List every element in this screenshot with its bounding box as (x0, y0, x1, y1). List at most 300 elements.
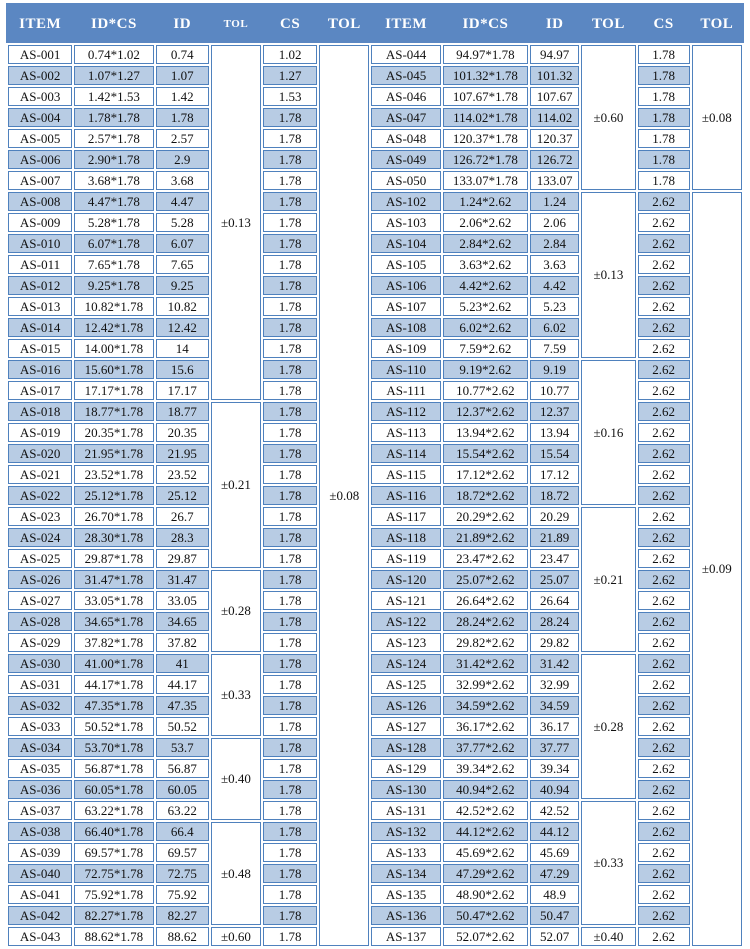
id-cell: 9.19 (530, 360, 579, 379)
id-tol-cell: ±0.21 (211, 402, 261, 568)
cs-cell: 2.62 (638, 423, 690, 442)
cs-cell: 1.78 (263, 192, 317, 211)
idcs-cell: 34.59*2.62 (443, 696, 528, 715)
table-row (8, 360, 742, 379)
idcs-cell: 39.34*2.62 (443, 759, 528, 778)
idcs-cell: 1.78*1.78 (74, 108, 153, 127)
idcs-cell: 42.52*2.62 (443, 801, 528, 820)
cs-tol-cell: ±0.08 (692, 45, 742, 190)
cs-cell: 1.78 (263, 654, 317, 673)
idcs-cell: 17.12*2.62 (443, 465, 528, 484)
cs-cell: 1.78 (263, 591, 317, 610)
id-cell: 10.82 (156, 297, 209, 316)
cs-cell: 2.62 (638, 339, 690, 358)
item-cell: AS-033 (8, 717, 72, 736)
table-row (8, 507, 742, 526)
idcs-cell: 33.05*1.78 (74, 591, 153, 610)
id-cell: 42.52 (530, 801, 579, 820)
cs-cell: 2.62 (638, 843, 690, 862)
idcs-cell: 82.27*1.78 (74, 906, 153, 925)
idcs-cell: 1.42*1.53 (74, 87, 153, 106)
idcs-cell: 66.40*1.78 (74, 822, 153, 841)
cs-cell: 1.78 (263, 885, 317, 904)
item-cell: AS-136 (371, 906, 440, 925)
header-row (8, 5, 742, 43)
idcs-cell: 34.65*1.78 (74, 612, 153, 631)
cs-cell: 2.62 (638, 906, 690, 925)
item-cell: AS-012 (8, 276, 72, 295)
id-cell: 31.42 (530, 654, 579, 673)
id-tol-cell: ±0.21 (581, 507, 635, 652)
id-cell: 26.64 (530, 591, 579, 610)
cs-cell: 2.62 (638, 297, 690, 316)
cs-cell: 1.78 (263, 444, 317, 463)
id-cell: 60.05 (156, 780, 209, 799)
idcs-cell: 5.23*2.62 (443, 297, 528, 316)
cs-cell: 1.78 (263, 339, 317, 358)
item-cell: AS-015 (8, 339, 72, 358)
item-cell: AS-016 (8, 360, 72, 379)
id-cell: 2.57 (156, 129, 209, 148)
idcs-cell: 6.02*2.62 (443, 318, 528, 337)
item-cell: AS-047 (371, 108, 440, 127)
cs-cell: 1.78 (263, 528, 317, 547)
item-cell: AS-125 (371, 675, 440, 694)
idcs-cell: 41.00*1.78 (74, 654, 153, 673)
id-cell: 44.12 (530, 822, 579, 841)
item-cell: AS-137 (371, 927, 440, 946)
id-cell: 15.6 (156, 360, 209, 379)
cs-cell: 1.78 (263, 738, 317, 757)
idcs-cell: 21.95*1.78 (74, 444, 153, 463)
cs-cell: 1.78 (263, 675, 317, 694)
item-cell: AS-124 (371, 654, 440, 673)
idcs-cell: 44.12*2.62 (443, 822, 528, 841)
cs-cell: 2.62 (638, 780, 690, 799)
table-row (8, 45, 742, 64)
id-cell: 63.22 (156, 801, 209, 820)
idcs-cell: 60.05*1.78 (74, 780, 153, 799)
id-cell: 12.37 (530, 402, 579, 421)
item-cell: AS-048 (371, 129, 440, 148)
id-cell: 133.07 (530, 171, 579, 190)
item-cell: AS-045 (371, 66, 440, 85)
idcs-cell: 26.64*2.62 (443, 591, 528, 610)
cs-cell: 2.62 (638, 276, 690, 295)
cs-cell: 1.78 (638, 150, 690, 169)
idcs-cell: 20.35*1.78 (74, 423, 153, 442)
header-cell-tol-9: TOL (581, 5, 635, 43)
id-cell: 31.47 (156, 570, 209, 589)
header-cell-id-8: ID (530, 5, 579, 43)
cs-cell: 2.62 (638, 318, 690, 337)
item-cell: AS-022 (8, 486, 72, 505)
cs-cell: 1.78 (638, 108, 690, 127)
id-cell: 126.72 (530, 150, 579, 169)
id-cell: 50.52 (156, 717, 209, 736)
id-tol-cell: ±0.16 (581, 360, 635, 505)
cs-cell: 2.62 (638, 927, 690, 946)
id-cell: 1.42 (156, 87, 209, 106)
cs-tol-cell: ±0.09 (692, 192, 742, 946)
cs-cell: 1.78 (638, 171, 690, 190)
cs-cell: 1.78 (263, 822, 317, 841)
table-body (8, 45, 742, 946)
cs-cell: 1.78 (263, 234, 317, 253)
item-cell: AS-115 (371, 465, 440, 484)
id-cell: 94.97 (530, 45, 579, 64)
id-cell: 44.17 (156, 675, 209, 694)
item-cell: AS-105 (371, 255, 440, 274)
item-cell: AS-032 (8, 696, 72, 715)
item-cell: AS-024 (8, 528, 72, 547)
cs-cell: 1.78 (263, 549, 317, 568)
id-cell: 66.4 (156, 822, 209, 841)
cs-cell: 1.78 (263, 633, 317, 652)
id-cell: 82.27 (156, 906, 209, 925)
item-cell: AS-046 (371, 87, 440, 106)
item-cell: AS-132 (371, 822, 440, 841)
idcs-cell: 26.70*1.78 (74, 507, 153, 526)
item-cell: AS-135 (371, 885, 440, 904)
item-cell: AS-044 (371, 45, 440, 64)
id-cell: 2.9 (156, 150, 209, 169)
item-cell: AS-126 (371, 696, 440, 715)
cs-cell: 1.78 (263, 360, 317, 379)
idcs-cell: 2.57*1.78 (74, 129, 153, 148)
item-cell: AS-121 (371, 591, 440, 610)
header-cell-cs-10: CS (638, 5, 690, 43)
cs-cell: 2.62 (638, 507, 690, 526)
idcs-cell: 18.72*2.62 (443, 486, 528, 505)
id-tol-cell: ±0.33 (211, 654, 261, 736)
header-cell-idcs-1: ID*CS (74, 5, 153, 43)
idcs-cell: 29.87*1.78 (74, 549, 153, 568)
idcs-cell: 75.92*1.78 (74, 885, 153, 904)
idcs-cell: 50.52*1.78 (74, 717, 153, 736)
cs-cell: 1.78 (263, 255, 317, 274)
idcs-cell: 133.07*1.78 (443, 171, 528, 190)
id-cell: 69.57 (156, 843, 209, 862)
cs-cell: 1.78 (263, 570, 317, 589)
id-cell: 18.77 (156, 402, 209, 421)
idcs-cell: 1.24*2.62 (443, 192, 528, 211)
id-tol-cell: ±0.28 (581, 654, 635, 799)
header-cell-tol-11: TOL (692, 5, 742, 43)
id-cell: 37.82 (156, 633, 209, 652)
idcs-cell: 32.99*2.62 (443, 675, 528, 694)
item-cell: AS-116 (371, 486, 440, 505)
idcs-cell: 6.07*1.78 (74, 234, 153, 253)
item-cell: AS-118 (371, 528, 440, 547)
cs-cell: 1.78 (263, 759, 317, 778)
id-cell: 4.47 (156, 192, 209, 211)
item-cell: AS-102 (371, 192, 440, 211)
cs-cell: 1.78 (263, 213, 317, 232)
id-cell: 17.12 (530, 465, 579, 484)
idcs-cell: 4.47*1.78 (74, 192, 153, 211)
cs-cell: 2.62 (638, 465, 690, 484)
idcs-cell: 13.94*2.62 (443, 423, 528, 442)
id-cell: 10.77 (530, 381, 579, 400)
idcs-cell: 15.60*1.78 (74, 360, 153, 379)
cs-cell: 2.62 (638, 864, 690, 883)
idcs-cell: 53.70*1.78 (74, 738, 153, 757)
item-cell: AS-134 (371, 864, 440, 883)
item-cell: AS-038 (8, 822, 72, 841)
item-cell: AS-133 (371, 843, 440, 862)
idcs-cell: 31.42*2.62 (443, 654, 528, 673)
cs-cell: 2.62 (638, 822, 690, 841)
item-cell: AS-007 (8, 171, 72, 190)
cs-cell: 1.78 (263, 486, 317, 505)
cs-cell: 2.62 (638, 486, 690, 505)
item-cell: AS-013 (8, 297, 72, 316)
item-cell: AS-114 (371, 444, 440, 463)
idcs-cell: 28.24*2.62 (443, 612, 528, 631)
cs-cell: 2.62 (638, 633, 690, 652)
cs-cell: 1.78 (638, 45, 690, 64)
id-cell: 25.07 (530, 570, 579, 589)
header-cell-tol-3: TOL (211, 5, 261, 43)
idcs-cell: 23.52*1.78 (74, 465, 153, 484)
cs-cell: 2.62 (638, 801, 690, 820)
item-cell: AS-108 (371, 318, 440, 337)
id-cell: 1.78 (156, 108, 209, 127)
id-cell: 50.47 (530, 906, 579, 925)
id-cell: 21.95 (156, 444, 209, 463)
id-cell: 17.17 (156, 381, 209, 400)
item-cell: AS-021 (8, 465, 72, 484)
idcs-cell: 47.35*1.78 (74, 696, 153, 715)
id-cell: 1.07 (156, 66, 209, 85)
cs-cell: 1.78 (263, 423, 317, 442)
id-cell: 36.17 (530, 717, 579, 736)
id-cell: 28.3 (156, 528, 209, 547)
idcs-cell: 50.47*2.62 (443, 906, 528, 925)
item-cell: AS-119 (371, 549, 440, 568)
id-cell: 7.65 (156, 255, 209, 274)
id-cell: 39.34 (530, 759, 579, 778)
item-cell: AS-029 (8, 633, 72, 652)
cs-cell: 1.78 (638, 129, 690, 148)
id-cell: 32.99 (530, 675, 579, 694)
id-cell: 40.94 (530, 780, 579, 799)
item-cell: AS-110 (371, 360, 440, 379)
cs-cell: 1.78 (263, 276, 317, 295)
id-cell: 41 (156, 654, 209, 673)
header-cell-tol-5: TOL (319, 5, 369, 43)
item-cell: AS-050 (371, 171, 440, 190)
cs-cell: 2.62 (638, 612, 690, 631)
id-cell: 3.63 (530, 255, 579, 274)
item-cell: AS-104 (371, 234, 440, 253)
item-cell: AS-039 (8, 843, 72, 862)
item-cell: AS-035 (8, 759, 72, 778)
id-tol-cell: ±0.13 (211, 45, 261, 400)
id-cell: 3.68 (156, 171, 209, 190)
cs-tol-cell: ±0.08 (319, 45, 369, 946)
item-cell: AS-111 (371, 381, 440, 400)
item-cell: AS-042 (8, 906, 72, 925)
id-tol-cell: ±0.13 (581, 192, 635, 358)
id-cell: 2.84 (530, 234, 579, 253)
header-cell-cs-4: CS (263, 5, 317, 43)
id-tol-cell: ±0.40 (211, 738, 261, 820)
header-cell-item-0: ITEM (8, 5, 72, 43)
id-cell: 23.52 (156, 465, 209, 484)
id-cell: 21.89 (530, 528, 579, 547)
cs-cell: 1.78 (638, 66, 690, 85)
idcs-cell: 17.17*1.78 (74, 381, 153, 400)
idcs-cell: 37.77*2.62 (443, 738, 528, 757)
idcs-cell: 120.37*1.78 (443, 129, 528, 148)
item-cell: AS-005 (8, 129, 72, 148)
item-cell: AS-008 (8, 192, 72, 211)
idcs-cell: 2.90*1.78 (74, 150, 153, 169)
idcs-cell: 25.12*1.78 (74, 486, 153, 505)
id-tol-cell: ±0.48 (211, 822, 261, 925)
item-cell: AS-128 (371, 738, 440, 757)
id-cell: 15.54 (530, 444, 579, 463)
id-cell: 45.69 (530, 843, 579, 862)
idcs-cell: 29.82*2.62 (443, 633, 528, 652)
item-cell: AS-001 (8, 45, 72, 64)
item-cell: AS-034 (8, 738, 72, 757)
idcs-cell: 20.29*2.62 (443, 507, 528, 526)
cs-cell: 1.02 (263, 45, 317, 64)
id-cell: 1.24 (530, 192, 579, 211)
item-cell: AS-003 (8, 87, 72, 106)
idcs-cell: 37.82*1.78 (74, 633, 153, 652)
id-cell: 29.87 (156, 549, 209, 568)
id-cell: 5.28 (156, 213, 209, 232)
id-cell: 88.62 (156, 927, 209, 946)
id-tol-cell: ±0.33 (581, 801, 635, 925)
id-cell: 14 (156, 339, 209, 358)
cs-cell: 1.78 (263, 927, 317, 946)
cs-cell: 1.78 (263, 507, 317, 526)
cs-cell: 1.27 (263, 66, 317, 85)
idcs-cell: 3.63*2.62 (443, 255, 528, 274)
item-cell: AS-130 (371, 780, 440, 799)
item-cell: AS-020 (8, 444, 72, 463)
idcs-cell: 4.42*2.62 (443, 276, 528, 295)
cs-cell: 1.78 (263, 108, 317, 127)
cs-cell: 1.78 (263, 843, 317, 862)
id-cell: 2.06 (530, 213, 579, 232)
idcs-cell: 40.94*2.62 (443, 780, 528, 799)
item-cell: AS-040 (8, 864, 72, 883)
id-tol-cell: ±0.40 (581, 927, 635, 946)
idcs-cell: 114.02*1.78 (443, 108, 528, 127)
item-cell: AS-014 (8, 318, 72, 337)
idcs-cell: 12.37*2.62 (443, 402, 528, 421)
id-cell: 47.29 (530, 864, 579, 883)
idcs-cell: 7.59*2.62 (443, 339, 528, 358)
id-cell: 101.32 (530, 66, 579, 85)
idcs-cell: 5.28*1.78 (74, 213, 153, 232)
id-cell: 4.42 (530, 276, 579, 295)
item-cell: AS-028 (8, 612, 72, 631)
item-cell: AS-018 (8, 402, 72, 421)
item-cell: AS-036 (8, 780, 72, 799)
id-cell: 47.35 (156, 696, 209, 715)
item-cell: AS-113 (371, 423, 440, 442)
id-cell: 28.24 (530, 612, 579, 631)
cs-cell: 2.62 (638, 360, 690, 379)
id-cell: 0.74 (156, 45, 209, 64)
id-cell: 34.59 (530, 696, 579, 715)
item-cell: AS-031 (8, 675, 72, 694)
id-cell: 56.87 (156, 759, 209, 778)
cs-cell: 1.78 (638, 87, 690, 106)
idcs-cell: 2.06*2.62 (443, 213, 528, 232)
cs-cell: 1.78 (263, 696, 317, 715)
id-cell: 9.25 (156, 276, 209, 295)
idcs-cell: 9.25*1.78 (74, 276, 153, 295)
id-cell: 120.37 (530, 129, 579, 148)
idcs-cell: 28.30*1.78 (74, 528, 153, 547)
idcs-cell: 0.74*1.02 (74, 45, 153, 64)
id-cell: 75.92 (156, 885, 209, 904)
item-cell: AS-017 (8, 381, 72, 400)
item-cell: AS-041 (8, 885, 72, 904)
id-cell: 107.67 (530, 87, 579, 106)
id-tol-cell: ±0.60 (211, 927, 261, 946)
cs-cell: 2.62 (638, 717, 690, 736)
item-cell: AS-106 (371, 276, 440, 295)
cs-cell: 2.62 (638, 759, 690, 778)
cs-cell: 2.62 (638, 192, 690, 211)
id-cell: 52.07 (530, 927, 579, 946)
item-cell: AS-026 (8, 570, 72, 589)
cs-cell: 1.78 (263, 129, 317, 148)
cs-cell: 1.78 (263, 318, 317, 337)
id-cell: 114.02 (530, 108, 579, 127)
idcs-cell: 52.07*2.62 (443, 927, 528, 946)
cs-cell: 2.62 (638, 570, 690, 589)
item-cell: AS-127 (371, 717, 440, 736)
cs-cell: 1.78 (263, 402, 317, 421)
idcs-cell: 31.47*1.78 (74, 570, 153, 589)
idcs-cell: 72.75*1.78 (74, 864, 153, 883)
id-cell: 20.35 (156, 423, 209, 442)
header-cell-item-6: ITEM (371, 5, 440, 43)
idcs-cell: 12.42*1.78 (74, 318, 153, 337)
cs-cell: 1.78 (263, 297, 317, 316)
cs-cell: 1.78 (263, 717, 317, 736)
cs-cell: 1.78 (263, 780, 317, 799)
cs-cell: 2.62 (638, 234, 690, 253)
idcs-cell: 18.77*1.78 (74, 402, 153, 421)
id-cell: 18.72 (530, 486, 579, 505)
cs-cell: 2.62 (638, 654, 690, 673)
item-cell: AS-107 (371, 297, 440, 316)
idcs-cell: 23.47*2.62 (443, 549, 528, 568)
cs-cell: 2.62 (638, 381, 690, 400)
id-cell: 6.07 (156, 234, 209, 253)
header-cell-idcs-7: ID*CS (443, 5, 528, 43)
id-cell: 34.65 (156, 612, 209, 631)
idcs-cell: 25.07*2.62 (443, 570, 528, 589)
cs-cell: 1.53 (263, 87, 317, 106)
id-tol-cell: ±0.28 (211, 570, 261, 652)
id-cell: 37.77 (530, 738, 579, 757)
idcs-cell: 15.54*2.62 (443, 444, 528, 463)
item-cell: AS-109 (371, 339, 440, 358)
idcs-cell: 10.77*2.62 (443, 381, 528, 400)
